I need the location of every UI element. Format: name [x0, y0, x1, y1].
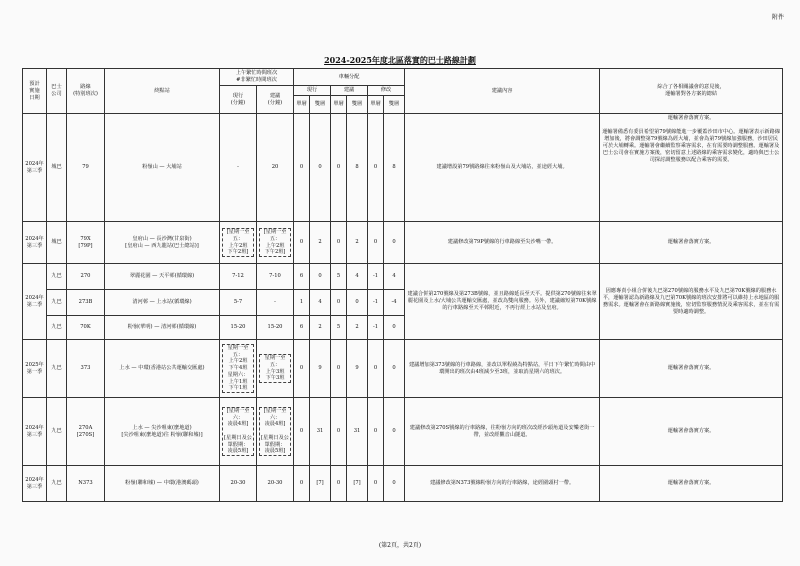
cell-company: 九巴: [47, 340, 67, 398]
cell-current-single: 0: [294, 114, 310, 222]
header-period: 預計 實施 日期: [23, 69, 47, 114]
cell-proposed-double: 9: [347, 340, 368, 398]
cell-current-single: 0: [294, 222, 310, 264]
cell-current-single: 6: [294, 316, 310, 340]
cell-freq-current: 7-12: [220, 264, 257, 290]
header-double: 雙層: [347, 96, 368, 114]
header-single: 單層: [294, 96, 310, 114]
cell-consultation: 運輸署會落實方案。: [600, 222, 783, 264]
cell-current-double: 31: [310, 398, 331, 466]
cell-current-double: 0: [310, 264, 331, 290]
cell-route: 79X [79P]: [67, 222, 105, 264]
cell-current-double: 9: [310, 340, 331, 398]
header-frequency: 上午繁忙時間班次 #非繁忙時間班次: [220, 69, 294, 86]
cell-period: 2024年 第三季: [23, 114, 47, 222]
cell-freq-proposed: [星期一至五： 上午2班 下午2班]: [257, 222, 294, 264]
cell-proposed-double: 0: [347, 290, 368, 316]
cell-termini: 上水 — 尖沙咀東(麼地道) [尖沙咀東(麼地道)往 粉嶺(聯和墟)]: [105, 398, 220, 466]
cell-freq-current: [星期一至六： 凌晨4班] [星期日及公眾假期： 凌晨5班]: [220, 398, 257, 466]
cell-proposal: 建議增加第373號線的行車路線，並改以單程繞為特點站，平日下午繁忙時間由中環開出的班次由4班減少至3班，並取消星期六的班次。: [405, 340, 600, 398]
cell-proposed-single: 0: [331, 114, 347, 222]
table-row: [23, 114, 783, 222]
header-consultation: 綜合了各相關議會的意見後， 運輸署對各方案的總結: [600, 69, 783, 114]
cell-route: 273B: [67, 290, 105, 316]
page-id: 附件: [771, 14, 784, 21]
table-row: [23, 222, 783, 264]
cell-freq-current: 5-7: [220, 290, 257, 316]
cell-termini: 皇府山 — 長沙灣(甘泉街) [皇府山 — 西九龍站(巴士總站)]: [105, 222, 220, 264]
table-row: [23, 264, 783, 290]
header-double: 雙層: [384, 96, 405, 114]
cell-proposed-single: 0: [331, 398, 347, 466]
table-row: [23, 466, 783, 502]
cell-freq-current: [星期一至五： 上午2班 下午2班]: [220, 222, 257, 264]
header-double: 雙層: [310, 96, 331, 114]
cell-change-double: 0: [384, 316, 405, 340]
cell-period: 2025年 第一季: [23, 340, 47, 398]
cell-proposed-single: 5: [331, 264, 347, 290]
header-proposal: 建議內容: [405, 69, 600, 114]
cell-proposed-double: 2: [347, 316, 368, 340]
cell-current-single: 6: [294, 264, 310, 290]
cell-change-double: 0: [384, 398, 405, 466]
document-title: 2024-2025年度北區落實的巴士路線計劃: [324, 55, 476, 65]
cell-freq-current: -: [220, 114, 257, 222]
cell-current-single: 0: [294, 466, 310, 502]
header-freq-proposed: 建議 (分鐘): [257, 86, 294, 114]
cell-period: 2024年 第三季: [23, 466, 47, 502]
cell-termini: 翠麗花園 — 天平邨(循環線): [105, 264, 220, 290]
cell-consultation: 運輸署會落實方案。: [600, 340, 783, 398]
cell-route: N373: [67, 466, 105, 502]
cell-proposal: 建議修改第270S號線的行車路線，往粉嶺方向的班次改經沙頭角道及安樂老街一帶，並改經觀音山隧道。: [405, 398, 600, 466]
header-route: 路線 (特別班次): [67, 69, 105, 114]
cell-proposed-single: 5: [331, 316, 347, 340]
cell-termini: 粉嶺(華明) — 清河邨(循環線): [105, 316, 220, 340]
cell-freq-proposed: -: [257, 290, 294, 316]
cell-current-double: [7]: [310, 466, 331, 502]
cell-current-single: 0: [294, 340, 310, 398]
route-plan-table: [22, 68, 783, 502]
header-single: 單層: [331, 96, 347, 114]
cell-termini: 清河邨 — 上水站(循環線): [105, 290, 220, 316]
cell-freq-proposed: [星期一至六： 凌晨4班] [星期日及公眾假期： 凌晨5班]: [257, 398, 294, 466]
cell-proposed-double: 4: [347, 264, 368, 290]
cell-change-double: 0: [384, 222, 405, 264]
cell-freq-proposed: 20: [257, 114, 294, 222]
cell-proposed-double: 8: [347, 114, 368, 222]
cell-freq-proposed: 7-10: [257, 264, 294, 290]
cell-proposed-double: 2: [347, 222, 368, 264]
cell-termini: 上水 — 中環(香港站公共運輸交匯處): [105, 340, 220, 398]
header-single: 單層: [368, 96, 384, 114]
cell-proposed-double: 31: [347, 398, 368, 466]
cell-freq-current: 15-20: [220, 316, 257, 340]
cell-consultation: 運輸署會落實方案。 運輸署備悉有委員希望第79號線能進一步覆蓋沙田市中心。運輸署表示新路線增加後，將會調整第79號線為經大埔，並會為第79號線加強服務，沙田居民可於大埔轉乘。運輸署會繼續監察乘客需求，在有需要時調整服務。運輸署及巴士公司會在實施方案後，密切留意上述路線的乘客需求變化，適時與巴士公司探討調整服務以配合乘客的需要。: [600, 114, 783, 222]
cell-company: 九巴: [47, 466, 67, 502]
cell-freq-current: 星期一至五： 上午2班 下午4班 星期六： 上午1班 下午1班: [220, 340, 257, 398]
cell-current-double: 2: [310, 222, 331, 264]
cell-company: 九巴: [47, 398, 67, 466]
cell-current-single: 0: [294, 398, 310, 466]
header-alloc-proposed: 建議: [331, 86, 368, 96]
cell-company: 九巴: [47, 290, 67, 316]
cell-change-single: -1: [368, 290, 384, 316]
cell-proposed-single: 0: [331, 290, 347, 316]
cell-route: 270A [270S]: [67, 398, 105, 466]
cell-termini: 粉嶺(聯和墟) — 中環(港澳碼頭): [105, 466, 220, 502]
cell-company: 城巴: [47, 222, 67, 264]
cell-consultation: 運輸署會落實方案。: [600, 398, 783, 466]
cell-termini: 粉嶺山 — 大埔站: [105, 114, 220, 222]
cell-period: 2024年 第二季: [23, 264, 47, 340]
cell-freq-proposed: 15-20: [257, 316, 294, 340]
table-row: [23, 398, 783, 466]
cell-freq-proposed: 20-30: [257, 466, 294, 502]
cell-change-single: -1: [368, 316, 384, 340]
cell-current-single: 1: [294, 290, 310, 316]
cell-change-double: 8: [384, 114, 405, 222]
cell-proposal: 建議修改第79P號線的行車路線至尖沙嘴一帶。: [405, 222, 600, 264]
cell-freq-proposed: 星期一至五： 上午3班 下午3班: [257, 340, 294, 398]
cell-proposal: 建議合併第270號線及第273B號線，並且路線延長至天平。提供第270號線往來翠麗花園及上水/大埔公共運輸交匯處，並改為雙向服務。另外，建議縮短第70K號線的行車路線至天平邨附近，不再行經上水站及皇府。: [405, 264, 600, 340]
cell-proposed-double: [7]: [347, 466, 368, 502]
cell-change-single: 0: [368, 466, 384, 502]
cell-proposal: 建議增設第79號路線往來粉嶺山及大埔站，並途經大埔。: [405, 114, 600, 222]
cell-current-double: 2: [310, 316, 331, 340]
cell-consultation: 因應專責小組合併後九巴第270號線的服務水平及九巴第70K號線的服務水平，運輸署認為新路線及九巴第70K號線的班次安排將可以維持上水地區的服務需求。運輸署會在新路線實施後，密切監察服務情況及乘客需求，並在有需要時適時調整。: [600, 264, 783, 340]
cell-route: 373: [67, 340, 105, 398]
cell-change-double: 4: [384, 264, 405, 290]
cell-change-single: 0: [368, 222, 384, 264]
cell-proposed-single: 0: [331, 466, 347, 502]
cell-proposed-single: 0: [331, 340, 347, 398]
header-allocation: 車輛分配: [294, 69, 405, 86]
cell-route: 79: [67, 114, 105, 222]
header-termini: 終點站: [105, 69, 220, 114]
header-freq-current: 現行 (分鐘): [220, 86, 257, 114]
cell-change-single: 0: [368, 340, 384, 398]
cell-period: 2024年 第三季: [23, 398, 47, 466]
table-row: [23, 340, 783, 398]
cell-proposal: 建議修改第N373號線粉嶺方向的行車路線，途經圍頭村一帶。: [405, 466, 600, 502]
page-footer: (第2頁，共2頁): [378, 542, 422, 549]
cell-freq-current: 20-30: [220, 466, 257, 502]
cell-change-double: 0: [384, 466, 405, 502]
cell-current-double: 0: [310, 114, 331, 222]
cell-proposed-single: 0: [331, 222, 347, 264]
header-alloc-current: 現行: [294, 86, 331, 96]
cell-change-single: 0: [368, 114, 384, 222]
cell-company: 九巴: [47, 316, 67, 340]
cell-change-single: -1: [368, 264, 384, 290]
cell-change-double: -4: [384, 290, 405, 316]
cell-change-single: 0: [368, 398, 384, 466]
cell-period: 2024年 第三季: [23, 222, 47, 264]
cell-company: 城巴: [47, 114, 67, 222]
cell-route: 270: [67, 264, 105, 290]
header-company: 巴士 公司: [47, 69, 67, 114]
cell-route: 70K: [67, 316, 105, 340]
cell-company: 九巴: [47, 264, 67, 290]
cell-current-double: 4: [310, 290, 331, 316]
cell-change-double: 0: [384, 340, 405, 398]
cell-consultation: 運輸署會落實方案。: [600, 466, 783, 502]
header-alloc-change: 修改: [368, 86, 405, 96]
